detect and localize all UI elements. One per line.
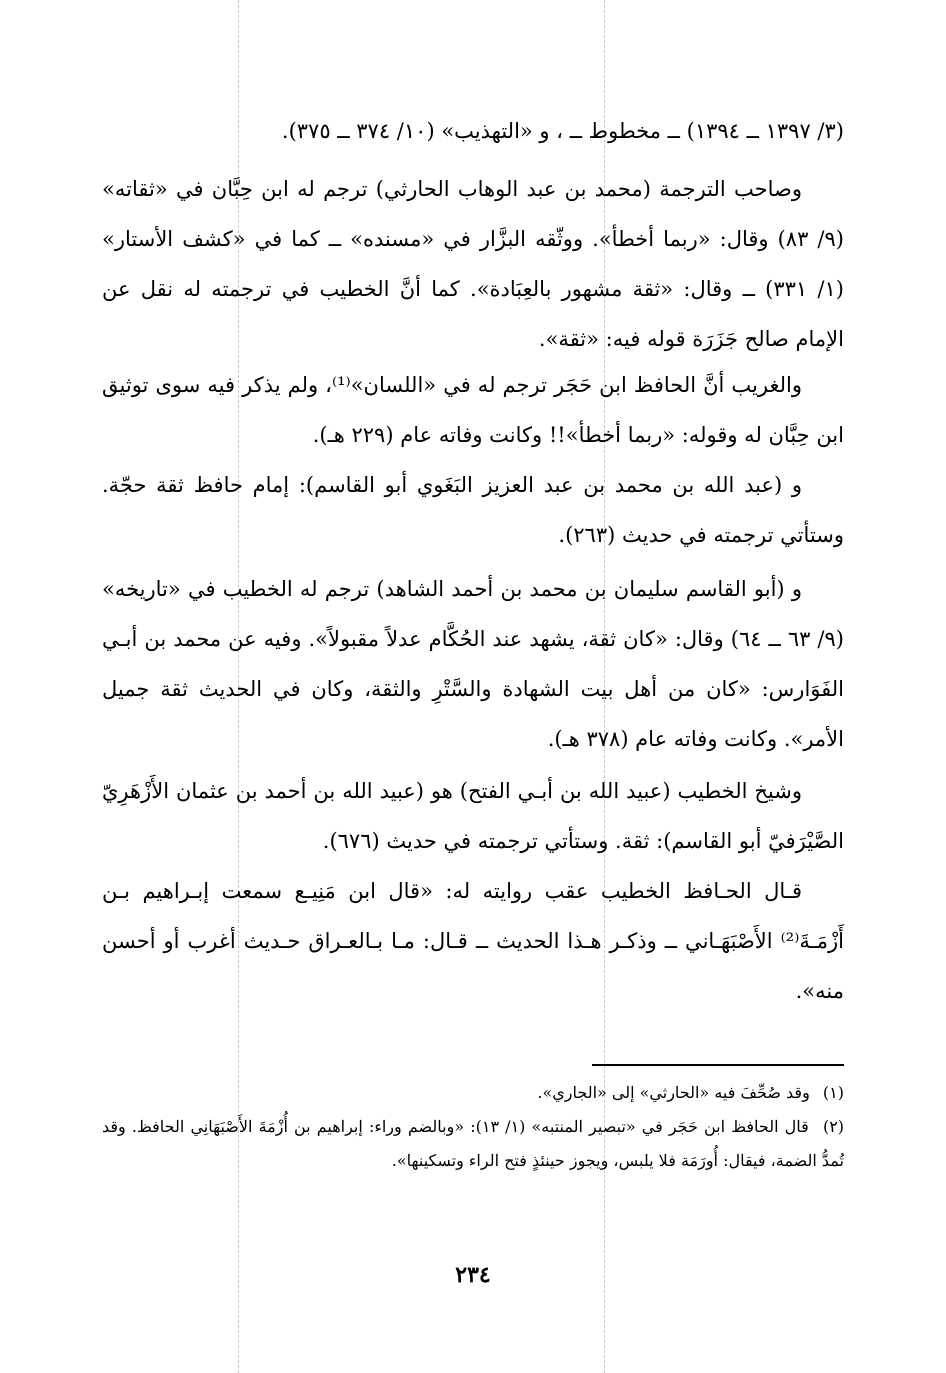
footnote-text: وقد صُحِّفَ فيه «الحارثي» إلى «الجاري». — [537, 1083, 810, 1102]
footnote-2 — [102, 1110, 844, 1178]
paragraph-1: (٣/ ١٣٩٧ ــ ١٣٩٤) ــ مخطوط ــ ، و «التهذيب» (١٠/ ٣٧٤ ــ ٣٧٥). — [281, 119, 844, 143]
paragraph-3: والغريب أنَّ الحافظ ابن حَجَر ترجم له في «اللسان»⁽¹⁾، ولم يذكر فيه سوى توثيق ابن حِبَّان له وقوله: «ربما أخطأ»!! وكانت وفاته عام (٢٢٩ هـ). — [102, 373, 844, 447]
paragraph-4: و (عبد الله بن محمد بن عبد العزيز البَغَوي أبو القاسم): إمام حافظ ثقة حجّة. وستأتي ترجمته في حديث (٢٦٣). — [102, 473, 844, 547]
paragraph-7: قـال الحـافظ الخطيب عقب روايته له: «قال ابن مَنِيـع سمعت إبـراهيم بـن أَزْمَـةَ⁽²⁾ الأَصْبَهَـاني ــ وذكـر هـذا الحديث ــ قـال: مـا بـالعـراق حـديث أغرب أو أحسن منه». — [102, 879, 844, 1003]
footnote-separator — [592, 1064, 844, 1066]
paragraph-5: و (أبو القاسم سليمان بن محمد بن أحمد الشاهد) ترجم له الخطيب في «تاريخه» (٩/ ٦٣ ــ ٦٤) وقال: «كان ثقة، يشهد عند الحُكَّام عدلاً مقبولاً». وفيه عن محمد بن أبـي الفَوَارس: «كان من أهل بيت الشهادة والسَّتْرِ والثقة، وكان في الحديث ثقة جميل الأمر». وكانت وفاته عام (٣٧٨ هـ). — [102, 577, 844, 751]
paragraph-2: وصاحب الترجمة (محمد بن عبد الوهاب الحارثي) ترجم له ابن حِبَّان في «ثقاته» (٩/ ٨٣) وقال: «ربما أخطأ». ووثّقه البزَّار في «مسنده» ــ كما في «كشف الأستار» (١/ ٣٣١) ــ وقال: «ثقة مشهور بالعِبَادة». كما أنَّ الخطيب في ترجمته له نقل عن الإمام صالح جَزَرَة قوله فيه: «ثقة». — [102, 177, 844, 351]
footnote-text: قال الحافظ ابن حَجَر في «تبصير المنتبه» (١/ ١٣): «وبالضم وراء: إبراهيم بن أُزْمَةَ الأَصْبَهَانِي الحافظ. وقد تُمدُّ الضمة، فيقال: أُورَمَة فلا يلبس، ويجوز حينئذٍ فتح الراء وتسكينها». — [102, 1117, 844, 1170]
footnote-number: (٢) — [822, 1117, 845, 1136]
page-number: ٢٣٤ — [455, 1262, 491, 1288]
paragraph-6: وشيخ الخطيب (عبيد الله بن أبـي الفتح) هو (عبيد الله بن أحمد بن عثمان الأَزْهَرِيّ الصَّيْرَفيّ أبو القاسم): ثقة. وستأتي ترجمته في حديث (٦٧٦). — [102, 779, 844, 853]
footnote-1 — [102, 1076, 844, 1110]
footnote-number: (١) — [822, 1083, 844, 1102]
footnotes — [102, 1076, 844, 1178]
